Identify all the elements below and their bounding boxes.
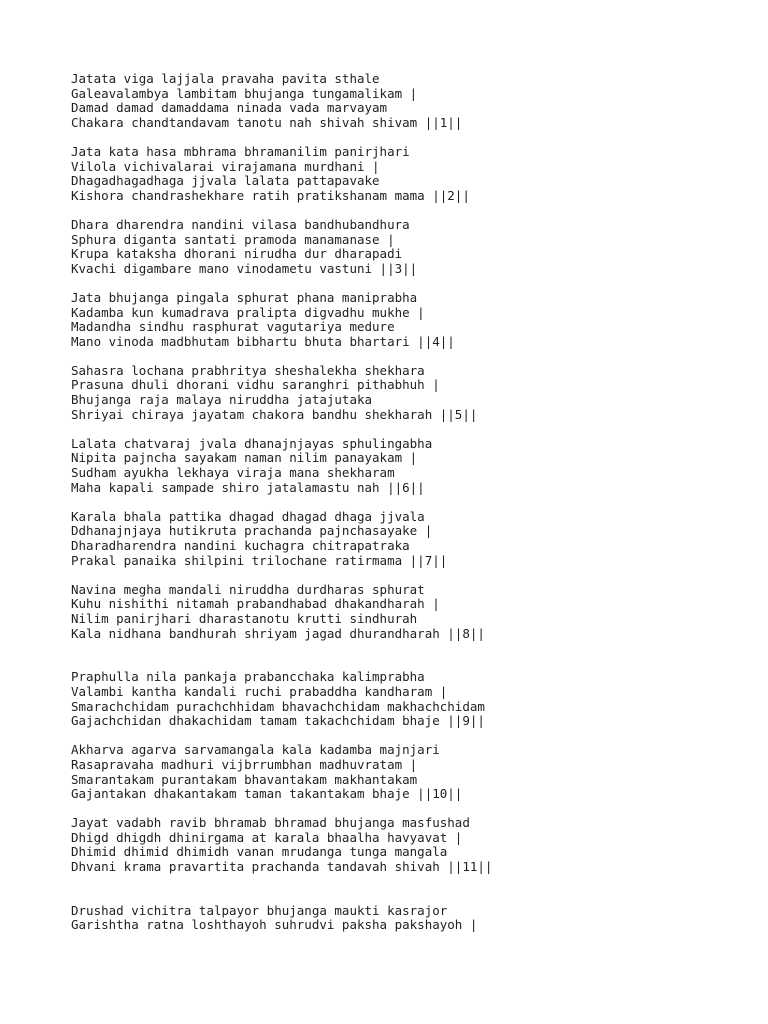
verse-line: Sahasra lochana prabhritya sheshalekha shekhara bbox=[71, 362, 425, 378]
verse-line: Smarantakam purantakam bhavantakam makhantakam bbox=[71, 771, 418, 787]
stanza-4 bbox=[71, 291, 761, 349]
verse-line: Galeavalambya lambitam bhujanga tungamalikam | bbox=[71, 85, 418, 101]
stanza-11 bbox=[71, 816, 761, 874]
verse-line: Praphulla nila pankaja prabancchaka kalimprabha bbox=[71, 669, 425, 685]
verse-line: Kishora chandrashekhare ratih pratikshanam mama ||2|| bbox=[71, 187, 470, 203]
verse-line: Dharadharendra nandini kuchagra chitrapatraka bbox=[71, 538, 410, 553]
verse-line: Madandha sindhu rasphurat vagutariya medure bbox=[71, 319, 395, 335]
verse-line: Jatata viga lajjala pravaha pavita sthale bbox=[71, 71, 380, 86]
verse-line: Navina megha mandali niruddha durdharas sphurat bbox=[71, 581, 425, 597]
verse-line: Prasuna dhuli dhorani vidhu saranghri pithabhuh | bbox=[71, 377, 440, 393]
verse-line: Kala nidhana bandhurah shriyam jagad dhurandharah ||8|| bbox=[71, 625, 485, 641]
verse-line: Nilim panirjhari dharastanotu krutti sindhurah bbox=[71, 610, 418, 626]
verse-line: Kuhu nishithi nitamah prabandhabad dhakandharah | bbox=[71, 596, 440, 612]
verse-line: Dhimid dhimid dhimidh vanan mrudanga tunga mangala bbox=[71, 844, 448, 860]
document-page bbox=[71, 72, 761, 948]
verse-line: Drushad vichitra talpayor bhujanga maukti kasrajor bbox=[71, 902, 448, 918]
verse-line: Vilola vichivalarai virajamana murdhani | bbox=[71, 158, 380, 174]
verse-line: Lalata chatvaraj jvala dhanajnjayas sphulingabha bbox=[71, 435, 433, 451]
verse-line: Ddhanajnjaya hutikruta prachanda pajnchasayake | bbox=[71, 523, 433, 539]
verse-line: Dhigd dhigdh dhinirgama at karala bhaalha havyavat | bbox=[71, 829, 463, 845]
verse-line: Garishtha ratna loshthayoh suhrudvi paksha pakshayoh | bbox=[71, 917, 478, 933]
verse-line: Chakara chandtandavam tanotu nah shivah shivam ||1|| bbox=[71, 114, 463, 130]
stanza-10 bbox=[71, 743, 761, 801]
verse-line: Valambi kantha kandali ruchi prabaddha kandharam | bbox=[71, 683, 448, 699]
verse-line: Damad damad damaddama ninada vada marvayam bbox=[71, 100, 388, 116]
stanza-1 bbox=[71, 72, 761, 130]
verse-line: Shriyai chiraya jayatam chakora bandhu shekharah ||5|| bbox=[71, 406, 478, 422]
verse-line: Sudham ayukha lekhaya viraja mana shekharam bbox=[71, 465, 395, 481]
verse-line: Dhagadhagadhaga jjvala lalata pattapavake bbox=[71, 173, 380, 189]
verse-line: Gajachchidan dhakachidam tamam takachchidam bhaje ||9|| bbox=[71, 713, 485, 729]
verse-line: Akharva agarva sarvamangala kala kadamba majnjari bbox=[71, 742, 440, 758]
verse-line: Gajantakan dhakantakam taman takantakam bhaje ||10|| bbox=[71, 786, 463, 802]
verse-line: Kvachi digambare mano vinodametu vastuni ||3|| bbox=[71, 260, 418, 276]
stanza-8 bbox=[71, 583, 761, 641]
verse-line: Smarachchidam purachchhidam bhavachchidam makhachchidam bbox=[71, 698, 485, 714]
stanza-5 bbox=[71, 364, 761, 422]
verse-line: Karala bhala pattika dhagad dhagad dhaga jjvala bbox=[71, 508, 425, 524]
verse-line: Maha kapali sampade shiro jatalamastu nah ||6|| bbox=[71, 479, 425, 495]
verse-line: Rasapravaha madhuri vijbrrumbhan madhuvratam | bbox=[71, 756, 418, 772]
verse-line: Jayat vadabh ravib bhramab bhramad bhujanga masfushad bbox=[71, 815, 470, 831]
verse-line: Prakal panaika shilpini trilochane ratirmama ||7|| bbox=[71, 552, 448, 568]
verse-line: Jata bhujanga pingala sphurat phana maniprabha bbox=[71, 289, 418, 305]
stanza-3 bbox=[71, 218, 761, 276]
verse-line: Mano vinoda madbhutam bibhartu bhuta bhartari ||4|| bbox=[71, 333, 455, 349]
stanza-7 bbox=[71, 510, 761, 568]
verse-line: Dhvani krama pravartita prachanda tandavah shivah ||11|| bbox=[71, 859, 493, 875]
stanza-12 bbox=[71, 904, 761, 933]
verse-line: Krupa kataksha dhorani nirudha dur dharapadi bbox=[71, 246, 403, 262]
verse-line: Jata kata hasa mbhrama bhramanilim panirjhari bbox=[71, 143, 410, 159]
stanza-9 bbox=[71, 670, 761, 728]
verse-line: Bhujanga raja malaya niruddha jatajutaka bbox=[71, 392, 373, 408]
verse-line: Nipita pajncha sayakam naman nilim panayakam | bbox=[71, 450, 418, 466]
stanza-2 bbox=[71, 145, 761, 203]
verse-line: Sphura diganta santati pramoda manamanase | bbox=[71, 231, 395, 247]
stanza-6 bbox=[71, 437, 761, 495]
verse-line: Kadamba kun kumadrava pralipta digvadhu mukhe | bbox=[71, 304, 425, 320]
verse-line: Dhara dharendra nandini vilasa bandhubandhura bbox=[71, 216, 410, 232]
